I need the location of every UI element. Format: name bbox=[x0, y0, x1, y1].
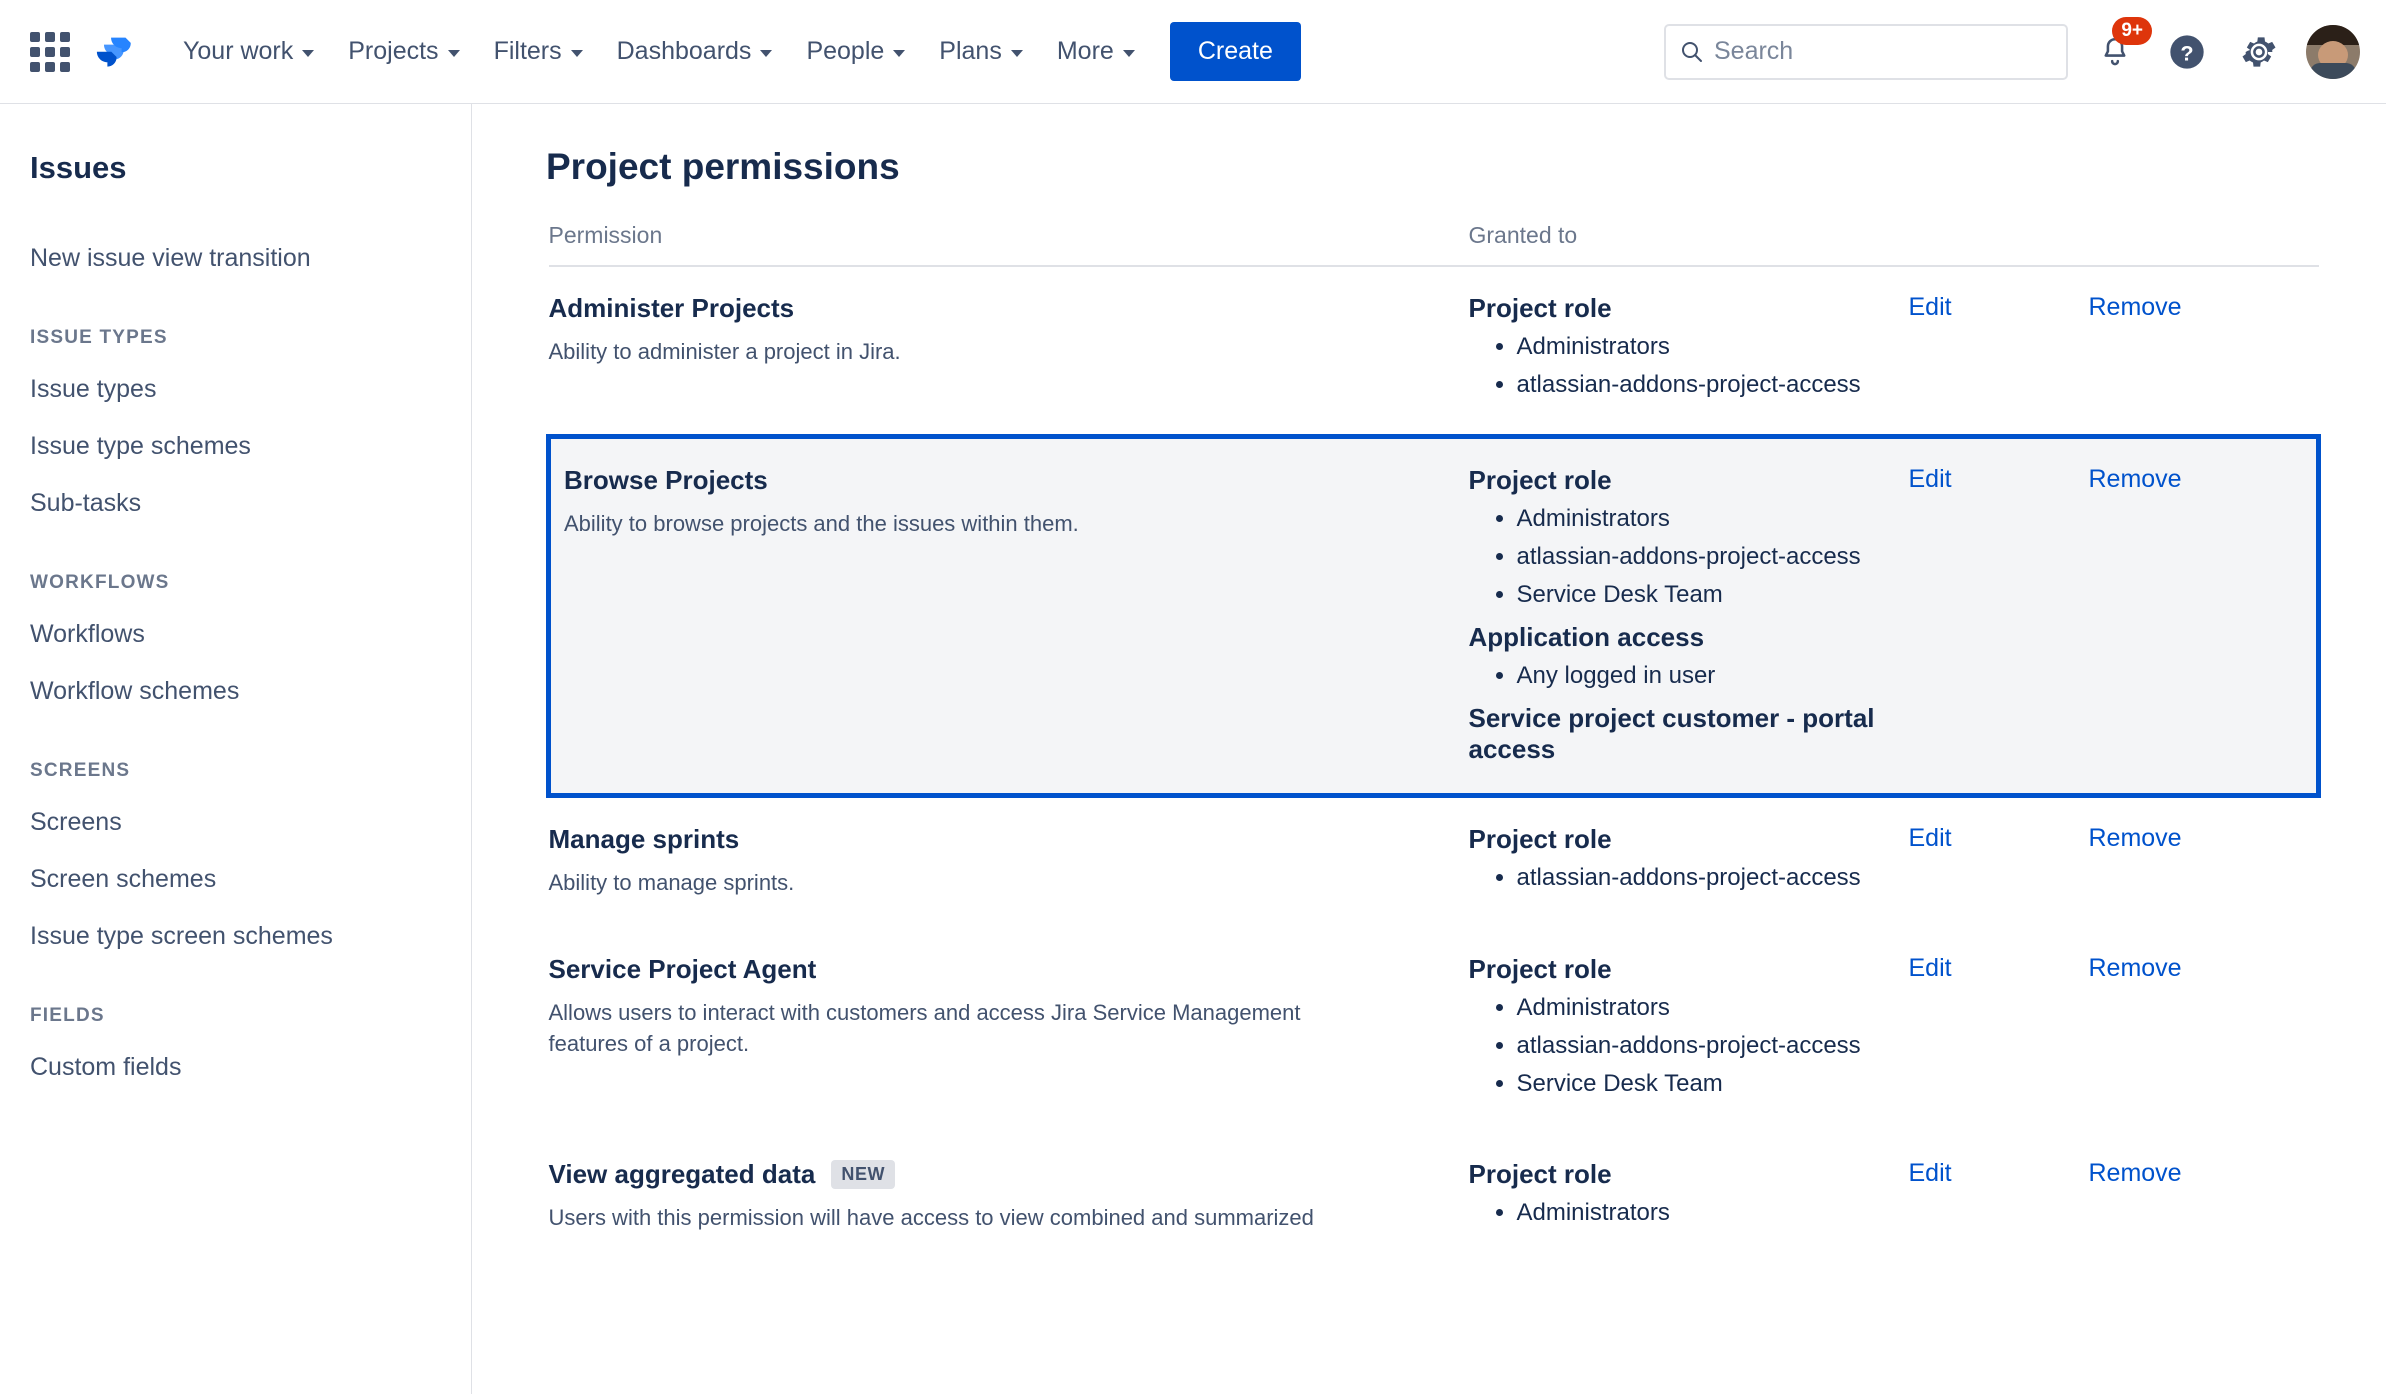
settings-button[interactable] bbox=[2234, 27, 2284, 77]
remove-link[interactable]: Remove bbox=[2088, 824, 2182, 853]
permission-description: Ability to manage sprints. bbox=[548, 870, 795, 896]
notifications-button[interactable] bbox=[2090, 19, 2143, 77]
sidebar-title: Issues bbox=[30, 150, 127, 185]
permission-name bbox=[549, 293, 1469, 324]
permission-name bbox=[549, 954, 1469, 985]
sidebar bbox=[0, 104, 472, 1394]
grant-item: • atlassian-addons-project-access bbox=[1517, 1029, 1909, 1063]
page-title: Project permissions bbox=[546, 146, 900, 187]
chevron-down-icon bbox=[448, 50, 460, 57]
sidebar-item-workflows[interactable]: Workflows bbox=[30, 620, 145, 648]
grant-list bbox=[1469, 1196, 1909, 1230]
sidebar-item-issue-type-screen-schemes[interactable]: Issue type screen schemes bbox=[30, 922, 333, 950]
search-box[interactable] bbox=[1664, 24, 2068, 80]
main-content bbox=[472, 104, 2386, 1394]
sidebar-item-sub-tasks[interactable]: Sub-tasks bbox=[30, 489, 142, 517]
nav-people-label: People bbox=[806, 37, 885, 65]
avatar-body bbox=[2310, 63, 2356, 79]
edit-link[interactable]: Edit bbox=[1908, 953, 1952, 982]
permission-description: Allows users to interact with customers and access Jira Service Management features of a project. bbox=[548, 999, 1301, 1057]
chevron-down-icon bbox=[1123, 50, 1135, 57]
chevron-down-icon bbox=[893, 50, 905, 57]
grant-item: • atlassian-addons-project-access bbox=[1517, 368, 1909, 402]
search-icon bbox=[1680, 40, 1704, 64]
chevron-down-icon bbox=[760, 50, 772, 57]
edit-link[interactable]: Edit bbox=[1908, 1158, 1952, 1187]
remove-link[interactable]: Remove bbox=[2088, 465, 2182, 494]
table-row bbox=[549, 1133, 2319, 1262]
sidebar-item-issue-types[interactable]: Issue types bbox=[30, 375, 157, 403]
grant-list bbox=[1469, 502, 1909, 612]
page-layout bbox=[0, 104, 2386, 1394]
permission-cell bbox=[549, 1133, 1469, 1262]
nav-more[interactable] bbox=[1040, 27, 1152, 76]
grant-item: • Administrators bbox=[1517, 330, 1909, 364]
granted-to-cell bbox=[1469, 437, 1909, 796]
permission-cell bbox=[549, 266, 1469, 437]
remove-link[interactable]: Remove bbox=[2088, 953, 2182, 982]
grant-group-heading: Project role bbox=[1468, 1158, 1612, 1189]
help-icon bbox=[2167, 32, 2207, 72]
jira-logo-icon[interactable] bbox=[92, 29, 138, 75]
nav-plans-label: Plans bbox=[939, 37, 1002, 65]
granted-to-cell bbox=[1469, 1133, 1909, 1262]
nav-dashboards[interactable] bbox=[600, 27, 790, 76]
create-button[interactable]: Create bbox=[1170, 22, 1301, 81]
chevron-down-icon bbox=[1011, 50, 1023, 57]
sidebar-item-new-issue-view-transition[interactable]: New issue view transition bbox=[30, 244, 311, 272]
nav-more-label: More bbox=[1056, 37, 1114, 65]
edit-link[interactable]: Edit bbox=[1908, 465, 1952, 494]
grant-group-heading: Service project customer - portal access bbox=[1468, 703, 1875, 765]
grant-group-heading: Application access bbox=[1468, 622, 1705, 653]
sidebar-group-fields: FIELDS bbox=[30, 1005, 105, 1026]
edit-link[interactable]: Edit bbox=[1908, 293, 1952, 321]
sidebar-item-issue-type-schemes[interactable]: Issue type schemes bbox=[30, 432, 251, 460]
grant-item: • Service Desk Team bbox=[1517, 578, 1909, 612]
remove-link[interactable]: Remove bbox=[2088, 1158, 2182, 1187]
granted-to-cell bbox=[1469, 796, 1909, 928]
grant-group-heading: Project role bbox=[1468, 824, 1612, 855]
sidebar-item-screen-schemes[interactable]: Screen schemes bbox=[30, 865, 217, 893]
app-switcher-icon[interactable] bbox=[26, 28, 74, 76]
permission-name bbox=[549, 824, 1469, 855]
chevron-down-icon bbox=[571, 50, 583, 57]
table-row bbox=[549, 266, 2319, 437]
permission-name bbox=[549, 1159, 1469, 1190]
permission-description: Ability to browse projects and the issues within them. bbox=[564, 511, 1079, 537]
grant-item: • atlassian-addons-project-access bbox=[1517, 861, 1909, 895]
nav-people[interactable] bbox=[789, 27, 922, 76]
user-avatar[interactable] bbox=[2306, 25, 2360, 79]
top-navigation-bar bbox=[0, 0, 2386, 104]
permission-description: Ability to administer a project in Jira. bbox=[548, 339, 901, 364]
grant-group-heading: Project role bbox=[1468, 293, 1612, 323]
sidebar-group-screens: SCREENS bbox=[30, 760, 131, 781]
svg-text:?: ? bbox=[2180, 39, 2194, 65]
permission-description: Users with this permission will have access to view combined and summarized bbox=[548, 1204, 1314, 1230]
granted-to-cell bbox=[1469, 928, 1909, 1133]
grant-item: • Administrators bbox=[1517, 502, 1909, 536]
sidebar-group-workflows: WORKFLOWS bbox=[30, 572, 170, 593]
permission-name-text: Manage sprints bbox=[548, 824, 740, 855]
grant-item: • Any logged in user bbox=[1517, 659, 1909, 693]
sidebar-item-workflow-schemes[interactable]: Workflow schemes bbox=[30, 677, 240, 705]
new-badge: NEW bbox=[831, 1160, 895, 1189]
table-header-row bbox=[549, 222, 2319, 266]
grant-item: • Administrators bbox=[1517, 1196, 1909, 1230]
nav-dashboards-label: Dashboards bbox=[616, 37, 752, 65]
table-row-selected bbox=[549, 437, 2319, 796]
sidebar-item-custom-fields[interactable]: Custom fields bbox=[30, 1053, 182, 1081]
project-permissions-table bbox=[546, 222, 2321, 1262]
grant-item: • Administrators bbox=[1517, 991, 1909, 1025]
permission-cell bbox=[549, 437, 1469, 796]
nav-your-work-label: Your work bbox=[183, 37, 294, 65]
table-row bbox=[549, 796, 2319, 928]
grant-list bbox=[1469, 659, 1909, 693]
grant-group-heading: Project role bbox=[1468, 465, 1612, 496]
column-header-granted-to: Granted to bbox=[1469, 222, 1909, 266]
granted-to-cell bbox=[1469, 266, 1909, 437]
top-nav-right-group bbox=[1664, 19, 2360, 80]
notification-count-badge: 9+ bbox=[2112, 17, 2152, 45]
search-input[interactable] bbox=[1712, 36, 2054, 67]
permission-cell bbox=[549, 928, 1469, 1133]
grant-list bbox=[1469, 861, 1909, 895]
permission-name-text: Browse Projects bbox=[564, 465, 768, 496]
grant-list bbox=[1469, 330, 1909, 402]
chevron-down-icon bbox=[302, 50, 314, 57]
nav-projects[interactable] bbox=[331, 27, 476, 76]
remove-link[interactable]: Remove bbox=[2088, 293, 2182, 321]
permission-name bbox=[564, 465, 1469, 496]
grant-item: • atlassian-addons-project-access bbox=[1517, 540, 1909, 574]
help-button[interactable] bbox=[2162, 27, 2212, 77]
grant-group-heading: Project role bbox=[1468, 953, 1612, 984]
nav-projects-label: Projects bbox=[348, 37, 439, 65]
permission-name-text: View aggregated data bbox=[548, 1158, 816, 1189]
sidebar-group-issue-types: ISSUE TYPES bbox=[30, 327, 168, 348]
permission-cell bbox=[549, 796, 1469, 928]
sidebar-item-screens[interactable]: Screens bbox=[30, 808, 122, 836]
grant-list bbox=[1469, 991, 1909, 1101]
table-row bbox=[549, 928, 2319, 1133]
grant-item: • Service Desk Team bbox=[1517, 1067, 1909, 1101]
permission-name-text: Administer Projects bbox=[548, 293, 795, 323]
settings-gear-icon bbox=[2239, 32, 2279, 72]
permission-name-text: Service Project Agent bbox=[548, 953, 817, 984]
column-header-permission: Permission bbox=[549, 222, 1469, 266]
nav-your-work[interactable] bbox=[166, 27, 331, 76]
nav-filters[interactable] bbox=[477, 27, 600, 76]
edit-link[interactable]: Edit bbox=[1908, 824, 1952, 853]
nav-plans[interactable] bbox=[922, 27, 1040, 76]
nav-filters-label: Filters bbox=[493, 37, 562, 65]
